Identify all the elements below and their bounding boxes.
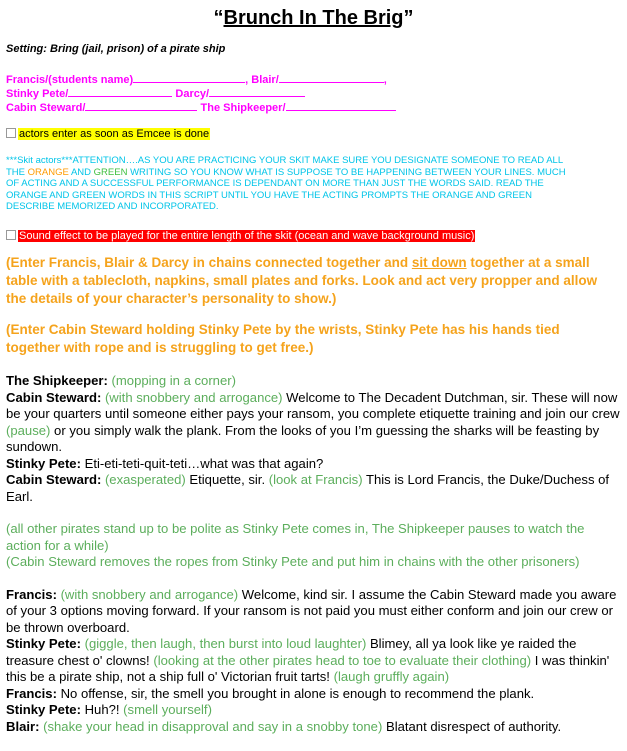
dialogue-text: Welcome, kind sir. I assume the Cabin Steward made you aware of your 3 options moving forward. If your ransom is not paid you must either conform and join our crew or be thrown overboard. [6,586,617,635]
cue-emcee-checkbox[interactable] [6,128,16,138]
title-open-quote: “ [213,7,224,29]
speaker-cabin-steward: Cabin Steward: [6,389,102,405]
dialogue-text: Etiquette, sir. [185,472,269,487]
setting-line: Setting: Bring (jail, prison) of a pirate ship [6,43,226,55]
attention-text-1: ***Skit actors***ATTENTION….AS YOU ARE PRACTICING YOUR SKIT MAKE SURE YOU DESIGNATE SOMEONE TO READ ALL THE [6,155,563,178]
line-stinky-pete-3 [6,702,622,719]
speaker-blair: Blair: [6,718,40,734]
green-direction-2: (Cabin Steward removes the ropes from Stinky Pete and put him in chains with the other prisoners) [6,554,580,569]
stage-1-underlined: sit down [411,255,467,270]
direction-text: (with snobbery and arrogance) [101,389,283,405]
page-title [0,6,627,30]
attention-text-3: WRITING SO YOU KNOW WHAT IS SUPPOSE TO BE HAPPENING BETWEEN YOUR LINES. MUCH OF ACTING AND A SUCCESSFUL PERFORMANCE IS DEPENDANT ON MORE THAN JUST THE WORDS SAID. READ THE ORANGE AND GREEN WORDS IN THIS SCRIPT UNTIL YOU HAVE THE ACTING PROMPTS THE ORANGE AND GREEN DESCRIBE MEMORIZED AND INCORPORATED. [6,166,566,212]
stage-1-text-a: (Enter Francis, Blair & Darcy in chains connected together and [6,255,412,270]
title-text: Brunch In The Brig [223,7,404,29]
cue-sound-text: Sound effect to be played for the entire length of the skit (ocean and wave background music) [19,230,475,242]
cast-line-2 [6,86,305,101]
cast-blair-blank[interactable] [279,72,384,83]
line-stinky-pete-2 [6,636,622,686]
attention-green-word: GREEN [93,166,128,178]
cast-pete-label: Stinky Pete/ [6,88,69,100]
dialogue-text: Blatant disrespect of authority. [382,718,562,734]
cast-shipkeeper-blank[interactable] [286,100,396,111]
cast-line-1-comma: , [383,74,387,86]
cast-steward-label: Cabin Steward/ [6,102,86,114]
dialogue-text: Blimey, all ya look like ye raided the treasure chest o' clowns! [6,636,577,668]
cast-line-1 [6,72,387,87]
cue-emcee-row [6,127,210,141]
direction-text: (shake your head in disapproval and say in a snobby tone) [39,718,383,734]
dialogue-text: Eti-eti-teti-quit-teti…what was that again? [80,455,324,471]
direction-text: (look at Francis) [268,472,363,487]
line-francis-1 [6,587,622,637]
direction-text: (with snobbery and arrogance) [56,586,239,602]
script-dialogue [6,373,622,735]
green-direction-1: (all other pirates stand up to be polite as Stinky Pete comes in, The Shipkeeper pauses to watch the action for a while) [6,521,585,553]
stage-1-text-b: together at a small table with a tablecloth, napkins, small plates and forks. Look and act very propper and allow the details of your character’s personality to show.) [6,255,598,306]
spacer [6,505,622,521]
dialogue-text: Welcome to The Decadent Dutchman, sir. These will now be your quarters until someone either pays your ransom, you complete etiquette training and join our crew [6,389,620,421]
speaker-cabin-steward: Cabin Steward: [6,472,102,487]
speaker-stinky-pete: Stinky Pete: [6,702,81,717]
dialogue-text: This is Lord Francis, the Duke/Duchess of Earl. [6,472,610,504]
cast-shipkeeper-label: The Shipkeeper/ [197,102,286,114]
cast-francis-label: Francis/(students name) [6,74,134,86]
line-francis-2 [6,686,622,703]
stage-direction-1 [6,254,606,308]
spacer [6,571,622,587]
cast-darcy-blank[interactable] [209,86,305,97]
attention-text-2: AND [68,166,94,178]
speaker-shipkeeper: The Shipkeeper: [6,373,108,388]
direction-text: (laugh gruffly again) [333,669,450,684]
speaker-francis: Francis: [6,685,57,701]
direction-text: (exasperated) [101,472,186,487]
line-stinky-pete-1 [6,456,622,473]
direction-text: (mopping in a corner) [107,373,236,388]
cast-line-3 [6,100,396,115]
speaker-stinky-pete: Stinky Pete: [6,455,81,471]
direction-text: (giggle, then laugh, then burst into loud laughter) [80,636,367,651]
direction-text: (looking at the other pirates head to toe to evaluate their clothing) [153,652,532,668]
cast-darcy-label: Darcy/ [172,88,210,100]
dialogue-text: Huh?! [80,702,124,717]
dialogue-text: or you simply walk the plank. From the looks of you I’m guessing the sharks will be feasting by sundown. [6,422,600,454]
stage-direction-2: (Enter Cabin Steward holding Stinky Pete by the wrists, Stinky Pete has his hands tied together with rope and is struggling to get free.) [6,322,560,355]
cast-blair-label: , Blair/ [245,74,279,86]
line-cabin-steward-1 [6,390,622,456]
title-close-quote: ” [403,7,414,29]
cast-francis-blank[interactable] [133,72,245,83]
speaker-stinky-pete: Stinky Pete: [6,636,81,651]
cue-sound-row [6,229,475,243]
cast-pete-blank[interactable] [68,86,172,97]
line-shipkeeper [6,373,622,390]
cue-emcee-text: actors enter as soon as Emcee is done [19,128,210,140]
dialogue-text: No offense, sir, the smell you brought in alone is enough to recommend the plank. [56,685,535,701]
dialogue-text: I was thinkin' this be a pirate ship, not a ship full o' Victorian fruit tarts! [6,652,610,684]
line-blair-1 [6,719,622,736]
direction-text: (pause) [6,422,51,438]
direction-text: (smell yourself) [123,702,212,717]
cast-steward-blank[interactable] [85,100,197,111]
cue-sound-checkbox[interactable] [6,230,16,240]
speaker-francis: Francis: [6,586,57,602]
attention-note [6,155,576,213]
attention-orange-word: ORANGE [27,166,69,178]
line-cabin-steward-2 [6,472,622,505]
